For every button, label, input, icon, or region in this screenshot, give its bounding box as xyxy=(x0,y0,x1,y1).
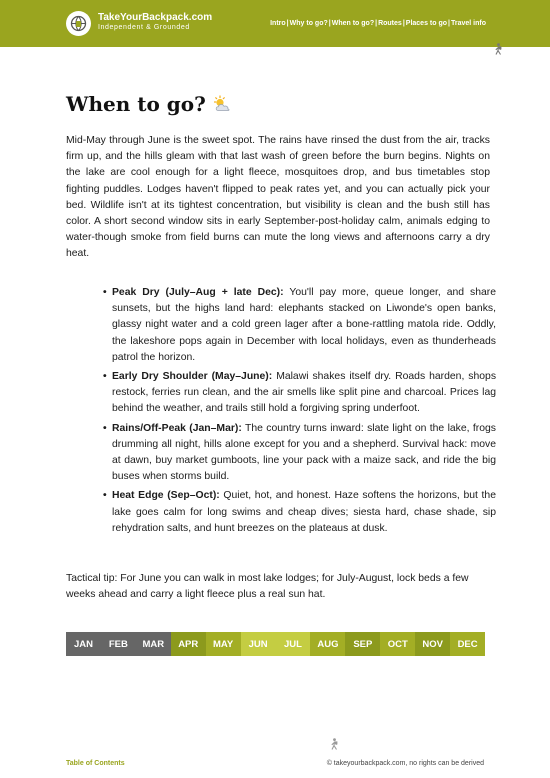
season-list xyxy=(112,285,496,540)
copyright-notice: © takeyourbackpack.com, no rights can be derived xyxy=(326,760,484,767)
month-jul: JUL xyxy=(276,632,311,656)
month-aug: AUG xyxy=(310,632,345,656)
month-mar: MAR xyxy=(136,632,171,656)
hiker-icon xyxy=(330,738,339,753)
month-sep: SEP xyxy=(345,632,380,656)
month-jan: JAN xyxy=(66,632,101,656)
month-nov: NOV xyxy=(415,632,450,656)
page-title-row xyxy=(66,92,232,116)
list-item xyxy=(112,488,496,537)
intro-paragraph: Mid-May through June is the sweet spot. The rains have rinsed the dust from the air, tracks firm up, and the hills gleam with that last wash of green before the burn begins. Nights on the lake are cool enough for a light fleece, mosquitoes drop, and bus timetables stop fighting puddles. Lodges haven't flipped to peak rates yet, and you can actually pick your bed. Wildlife isn't at its tightest concentration, but visibility is clean and the bush still has color. A short second window sits in early September-post-holiday calm, animals edging to water-though smoke from field burns can mute the long views and afternoons carry a dry heat. xyxy=(66,135,490,260)
nav-item-intro[interactable]: Intro xyxy=(270,20,286,27)
top-navigation xyxy=(270,20,486,27)
season-text: The country turns inward: slate light on the lake, frogs drumming all night, hills alone except for you and a shepherd. Survival hack: move at dawn, buy market gumboots, line your pack with a maize sack, and ride the big buses when storms build. xyxy=(112,422,496,483)
season-text: Quiet, hot, and honest. Haze softens the horizons, but the lake goes calm for long swims and cheap dives; siesta hard, chase shade, sip rehydration salts, and hunt breezes on the plateaus at dusk. xyxy=(112,490,496,534)
list-item xyxy=(112,369,496,418)
nav-separator: | xyxy=(328,20,331,27)
nav-item-travel-info[interactable]: Travel info xyxy=(450,20,486,27)
nav-item-when-to-go[interactable]: When to go? xyxy=(331,20,375,27)
nav-item-why-to-go[interactable]: Why to go? xyxy=(289,20,328,27)
nav-separator: | xyxy=(448,20,450,27)
season-name: Early Dry Shoulder (May–June): xyxy=(112,371,273,383)
hiker-icon xyxy=(494,43,503,58)
sun-behind-cloud-icon xyxy=(212,95,232,113)
month-may: MAY xyxy=(206,632,241,656)
brand-tagline: Independent & Grounded xyxy=(98,24,190,31)
month-apr: APR xyxy=(171,632,206,656)
tactical-tip: Tactical tip: For June you can walk in most lake lodges; for July-August, lock beds a few weeks ahead and carry a light fleece plus a real sun hat. xyxy=(66,573,469,601)
season-name: Rains/Off-Peak (Jan–Mar): xyxy=(112,422,242,434)
month-dec: DEC xyxy=(450,632,485,656)
nav-separator: | xyxy=(402,20,405,27)
list-item xyxy=(112,285,496,366)
globe-backpack-icon xyxy=(70,15,87,32)
page-title: When to go? xyxy=(66,92,206,116)
brand-name[interactable]: TakeYourBackpack.com xyxy=(98,12,213,23)
site-header xyxy=(0,0,550,47)
season-text: You'll pay more, queue longer, and share sunsets, but the highs land hard: elephants stacked on Liwonde's open banks, glassy night water and a cold green lager after a bone-rattling matola ride. Oddly, the lakeshore pops again in December with local holidays, even as thunderheads patrol the horizon. xyxy=(112,287,497,363)
table-of-contents-link[interactable]: Table of Contents xyxy=(66,760,125,767)
nav-separator: | xyxy=(286,20,289,27)
month-oct: OCT xyxy=(380,632,415,656)
list-item xyxy=(112,421,496,486)
logo[interactable] xyxy=(66,11,91,36)
season-text: Malawi shakes itself dry. Roads harden, shops restock, ferries run clean, and the air smells like split pine and charcoal. Prices lag behind the weather, and trails still hold a forgiving spring underfoot. xyxy=(112,371,497,415)
nav-separator: | xyxy=(375,20,378,27)
month-jun: JUN xyxy=(241,632,276,656)
nav-item-places-to-go[interactable]: Places to go xyxy=(405,20,448,27)
season-name: Peak Dry (July–Aug + late Dec): xyxy=(112,287,284,298)
nav-item-routes[interactable]: Routes xyxy=(378,20,402,27)
month-calendar-strip xyxy=(66,632,485,656)
month-feb: FEB xyxy=(101,632,136,656)
season-name: Heat Edge (Sep–Oct): xyxy=(112,490,220,502)
